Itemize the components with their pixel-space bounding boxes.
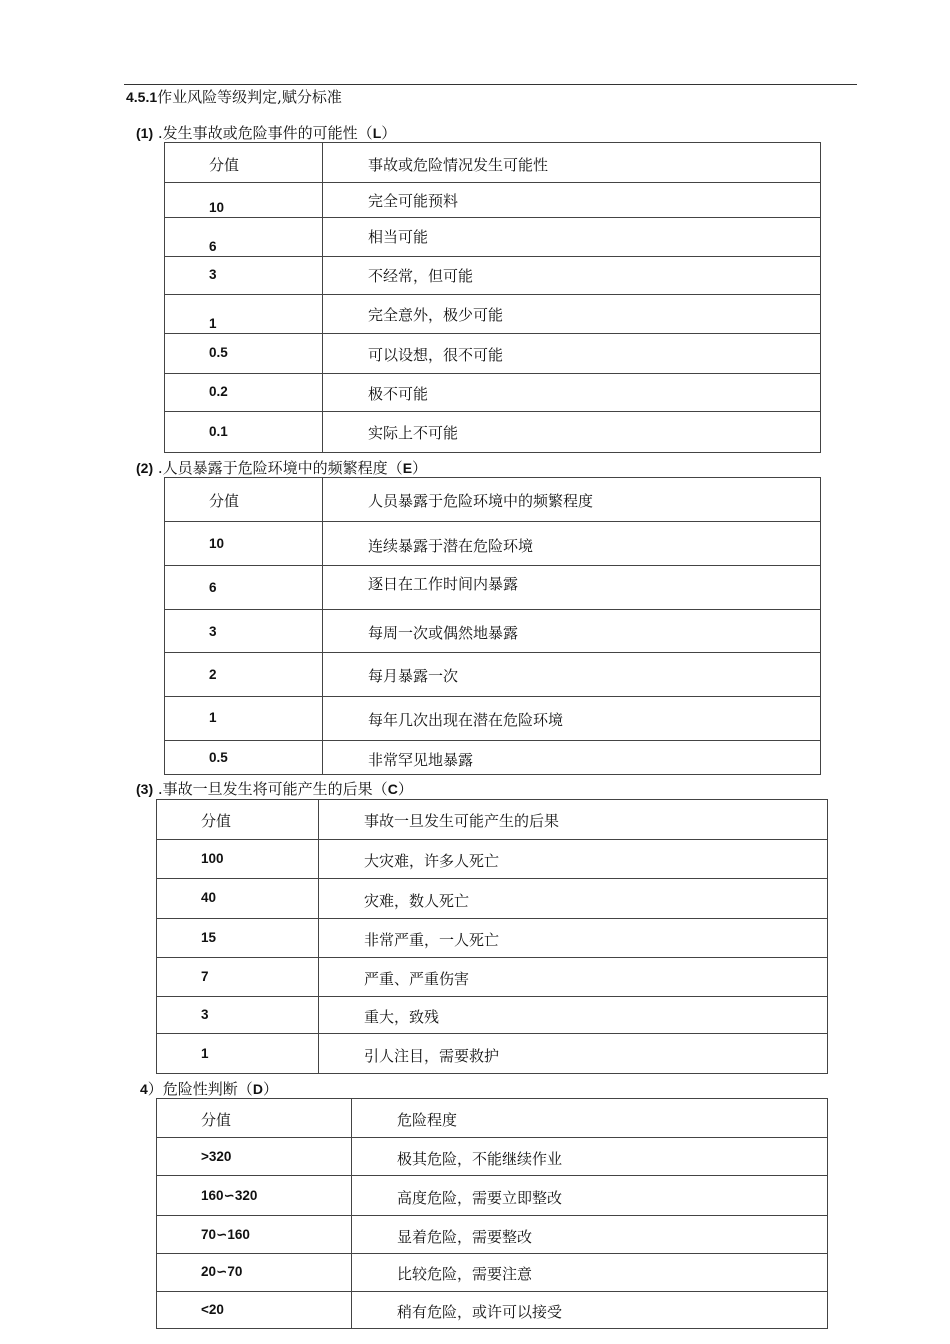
section-2-letter: E	[402, 460, 413, 476]
section-2-text: .人员暴露于危险环境中的频繁程度（	[157, 459, 403, 477]
row-desc: 严重、严重伤害	[364, 970, 470, 988]
table-row	[165, 334, 821, 374]
table-row	[165, 412, 821, 453]
section-1-close: ）	[381, 124, 397, 142]
row-desc: 重大，致残	[364, 1008, 440, 1026]
row-desc: 不经常，但可能	[368, 267, 474, 285]
row-desc: 显着危险，需要整改	[397, 1228, 533, 1246]
section-2-number: (2)	[136, 460, 154, 476]
section-4-title	[140, 1080, 278, 1098]
header-value: 分值	[209, 492, 240, 510]
header-desc: 危险程度	[397, 1111, 458, 1129]
row-desc: 比较危险，需要注意	[397, 1265, 533, 1283]
table-header-row	[165, 478, 821, 522]
row-value: >320	[201, 1149, 232, 1164]
table-row	[157, 958, 828, 997]
row-desc: 稍有危险，或许可以接受	[397, 1303, 563, 1321]
section-4-letter: D	[252, 1081, 263, 1097]
table-row	[157, 840, 828, 879]
table-row	[165, 374, 821, 412]
table-row	[165, 257, 821, 295]
top-rule	[124, 84, 857, 85]
row-desc: 大灾难，许多人死亡	[364, 852, 500, 870]
section-1-text: .发生事故或危险事件的可能性（	[157, 124, 373, 142]
row-desc: 实际上不可能	[368, 424, 459, 442]
table-row	[157, 1176, 828, 1216]
section-4-close: ）	[262, 1080, 278, 1098]
row-value: 70∽160	[201, 1227, 250, 1242]
row-value: 10	[209, 536, 225, 551]
table-row	[157, 1216, 828, 1254]
table-row	[165, 295, 821, 334]
row-value: 3	[209, 624, 217, 639]
main-title-text: 作业风险等级判定,赋分标准	[157, 88, 342, 106]
section-3-title	[136, 780, 413, 798]
row-desc: 连续暴露于潜在危险环境	[368, 537, 534, 555]
row-value: 40	[201, 890, 217, 905]
row-value: 0.5	[209, 750, 228, 765]
main-title	[126, 88, 342, 106]
row-value: 1	[209, 316, 217, 331]
row-desc: 完全意外，极少可能	[368, 306, 504, 324]
row-value: 0.2	[209, 384, 228, 399]
table-row	[157, 919, 828, 958]
table-row	[165, 697, 821, 741]
table-row	[157, 1138, 828, 1176]
table-row	[165, 183, 821, 218]
row-value: 100	[201, 851, 224, 866]
section-2-close: ）	[412, 459, 428, 477]
row-desc: 极不可能	[368, 385, 429, 403]
header-value: 分值	[201, 812, 232, 830]
row-value: <20	[201, 1302, 224, 1317]
table-row	[157, 879, 828, 919]
section-4-number: 4	[140, 1081, 148, 1097]
table-row	[157, 1254, 828, 1292]
main-title-number: 4.5.1	[126, 89, 158, 105]
header-desc: 事故或危险情况发生可能性	[368, 156, 549, 174]
section-2-title	[136, 459, 427, 477]
table-row	[165, 218, 821, 257]
row-desc: 完全可能预料	[368, 192, 459, 210]
row-value: 15	[201, 930, 217, 945]
section-3-text: .事故一旦发生将可能产生的后果（	[157, 780, 388, 798]
row-desc: 每年几次出现在潜在危险环境	[368, 711, 564, 729]
section-1-title	[136, 124, 396, 142]
row-desc: 非常严重，一人死亡	[364, 931, 500, 949]
row-value: 1	[201, 1046, 209, 1061]
section-3-number: (3)	[136, 781, 154, 797]
table-header-row	[157, 800, 828, 840]
row-value: 1	[209, 710, 217, 725]
row-value: 0.5	[209, 345, 228, 360]
header-desc: 人员暴露于危险环境中的频繁程度	[368, 492, 594, 510]
row-desc: 相当可能	[368, 228, 429, 246]
table-header-row	[157, 1099, 828, 1138]
table-row	[165, 653, 821, 697]
row-value: 10	[209, 200, 225, 215]
table-row	[165, 610, 821, 653]
section-1-number: (1)	[136, 125, 154, 141]
row-desc: 引人注目，需要救护	[364, 1047, 500, 1065]
section-3-close: ）	[397, 780, 413, 798]
row-desc: 高度危险，需要立即整改	[397, 1189, 563, 1207]
risk-level-table	[156, 1098, 828, 1329]
table-row	[165, 741, 821, 775]
row-value: 0.1	[209, 424, 228, 439]
header-desc: 事故一旦发生可能产生的后果	[364, 812, 560, 830]
table-row	[157, 1292, 828, 1329]
section-3-letter: C	[387, 781, 398, 797]
row-value: 20∽70	[201, 1264, 243, 1279]
row-value: 2	[209, 667, 217, 682]
row-value: 6	[209, 580, 217, 595]
row-desc: 逐日在工作时间内暴露	[368, 575, 519, 593]
likelihood-table	[164, 142, 821, 453]
table-row	[165, 566, 821, 610]
table-header-row	[165, 143, 821, 183]
row-value: 3	[209, 267, 217, 282]
consequence-table	[156, 799, 828, 1074]
row-value: 6	[209, 239, 217, 254]
row-value: 7	[201, 969, 209, 984]
row-desc: 极其危险，不能继续作业	[397, 1150, 563, 1168]
row-desc: 每月暴露一次	[368, 667, 459, 685]
table-row	[165, 522, 821, 566]
table-row	[157, 1034, 828, 1074]
header-value: 分值	[209, 156, 240, 174]
table-row	[157, 997, 828, 1034]
section-1-letter: L	[372, 125, 382, 141]
row-desc: 每周一次或偶然地暴露	[368, 624, 519, 642]
row-desc: 可以设想，很不可能	[368, 346, 504, 364]
row-desc: 非常罕见地暴露	[368, 751, 474, 769]
section-4-text: ）危险性判断（	[147, 1080, 253, 1098]
header-value: 分值	[201, 1111, 232, 1129]
row-desc: 灾难，数人死亡	[364, 892, 470, 910]
exposure-table	[164, 477, 821, 775]
row-value: 160∽320	[201, 1188, 258, 1203]
row-value: 3	[201, 1007, 209, 1022]
